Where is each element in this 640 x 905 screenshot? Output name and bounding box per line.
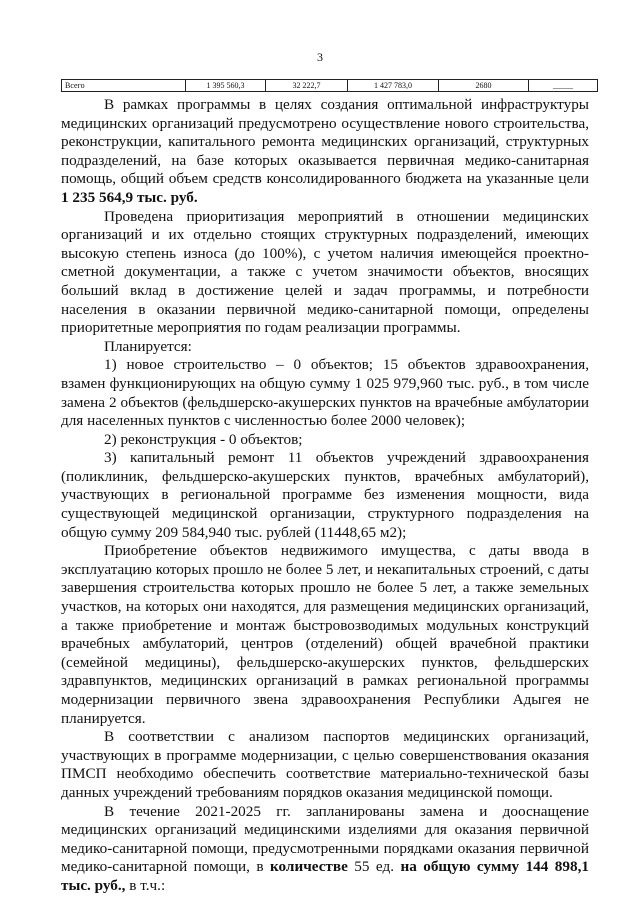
table-cell: 1 427 783,0	[348, 80, 439, 92]
page-number: 3	[317, 50, 323, 64]
paragraph-infrastructure	[61, 96, 589, 208]
table-cell-label: Всего	[62, 80, 186, 92]
budget-total: 1 235 564,9 тыс. руб.	[61, 188, 198, 206]
table-cell: 32 222,7	[266, 80, 348, 92]
paragraph-text: В рамках программы в целях создания оптимальной инфраструктуры медицинских организаций предусмотрено осуществление нового строительства, реконструкции, капитального ремонта медицинских организаций, структурных подразделений, на базе которых оказывается первичная медико-санитарная помощь, общий объем средств консолидированного бюджета на указанные цели	[61, 96, 589, 188]
paragraph-passport-analysis: В соответствии с анализом паспортов медицинских организаций, участвующих в программе модернизации, с целью совершенствования оказания ПМСП необходимо обеспечить соответствие материально-технической базы данных учреждений требованиям порядков оказания медицинской помощи.	[61, 728, 589, 801]
totals-table	[61, 79, 598, 92]
equipment-total: на общую сумму 144 898,1 тыс. руб.,	[61, 858, 589, 894]
quantity-value: 55 ед.	[347, 858, 401, 876]
table-cell: 2680	[439, 80, 529, 92]
paragraph-equipment	[61, 803, 589, 896]
list-item-new-construction: 1) новое строительство – 0 объектов; 15 объектов здравоохранения, взамен функционирующих на общую сумму 1 025 979,960 тыс. руб., в том числе замена 2 объектов (фельдшерско-акушерских пунктов на врачебные амбулатории для населенных пунктов с численностью более 2000 человек);	[61, 356, 589, 430]
planned-heading: Планируется:	[104, 337, 192, 355]
paragraph-acquisition: Приобретение объектов недвижимого имущества, с даты ввода в эксплуатацию которых прошло не более 5 лет, и некапитальных строений, с даты завершения строительства которых прошло не более 5 лет, а также земельных участков, на которых они находятся, для размещения медицинских организаций, а также приобретение и монтаж быстровозводимых модульных конструкций врачебных амбулаторий, центров (отделений) общей врачебной практики (семейной медицины), фельдшерско-акушерских пунктов, фельдшерских здравпунктов, медицинских организаций в рамках региональной программы модернизации первичного звена здравоохранения Республики Адыгея не планируется.	[61, 542, 589, 727]
table-row	[62, 80, 598, 92]
paragraph-text: в т.ч.:	[125, 876, 166, 894]
list-item-capital-repair: 3) капитальный ремонт 11 объектов учреждений здравоохранения (поликлиник, фельдшерско-акушерских пунктов, врачебных амбулаторий), участвующих в региональной программе без изменения мощности, вида существующей медицинской организации, структурного подразделения на общую сумму 209 584,940 тыс. рублей (11448,65 м2);	[61, 449, 589, 541]
table-cell: 1 395 560,3	[186, 80, 266, 92]
quantity-label: количестве	[269, 858, 348, 876]
list-item-reconstruction: 2) реконструкция - 0 объектов;	[104, 430, 303, 448]
paragraph-text: В течение 2021-2025 гг. запланированы замена и дооснащение медицинских организаций медицинскими изделиями для оказания первичной медико-санитарной помощи, предусмотренными порядками оказания первичной медико-санитарной помощи, в	[61, 802, 589, 876]
paragraph-prioritization: Проведена приоритизация мероприятий в отношении медицинских организаций и их отдельно стоящих структурных подразделений, имеющих высокую степень износа (до 100%), с учетом наличия имеющейся проектно-сметной документации, а также с учетом значимости объектов, вносящих больший вклад в достижение целей и задач программы, и потребности населения в оказании первичной медико-санитарной помощи, определены приоритетные мероприятия по годам реализации программы.	[61, 207, 589, 337]
document-body	[61, 96, 589, 896]
table-cell: _____	[529, 80, 598, 92]
